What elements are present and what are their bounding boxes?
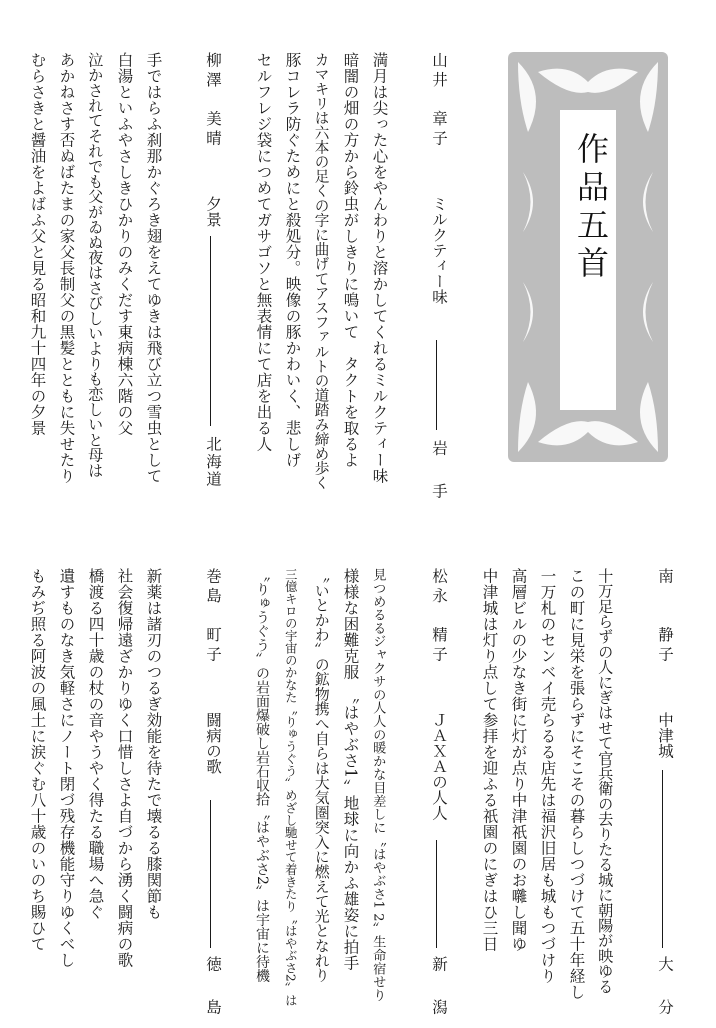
author-place: 北海道	[204, 436, 222, 489]
poem-line: 白湯といふやさしきひかりのみくだす東病棟六階の父	[115, 52, 134, 436]
poem-line: あかねさす否ぬばたまの家父長制父の黒髪とともに失せたり	[57, 52, 76, 484]
poem-title: ＪＡＸＡの人人	[430, 712, 448, 821]
author-name: 柳澤 美晴	[204, 52, 222, 150]
poem-title: ミルクティー味	[430, 196, 448, 305]
poem-line: もみぢ照る阿波の風土に涙ぐむ八十歳のいのち賜ひて	[28, 568, 47, 952]
poem-line: 手ではらふ刹那かぐろき翅をえてゆきは飛び立つ雪虫として	[144, 52, 163, 484]
title-dash	[210, 800, 211, 948]
author-place: 新 潟	[430, 956, 448, 1021]
poem-line: 様様な困難克服 〝はやぶさ1〟地球に向かふ雄姿に拍手	[341, 568, 360, 971]
poem-line: 一万札のセンベイ売らるる店先は福沢旧居も城もつづけり	[538, 568, 557, 984]
poem-line: 〝りゅうぐう〟の岩面爆破し岩石収拾〝はやぶさ2〟は宇宙に待機	[254, 568, 270, 983]
poem-line: 〝いとかわ〟の鉱物携へ自らは大気圏突入に燃えて光となれり	[312, 568, 330, 983]
title-dash	[662, 770, 663, 948]
poem-line: 満月は尖った心をやんわりと溶かしてくれるミルクティー味	[370, 52, 389, 484]
poem-line: 豚コレラ防ぐためにと殺処分。映像の豚かわいく、悲しげ	[283, 52, 302, 468]
author-place: 大 分	[656, 956, 674, 1021]
author-place: 岩 手	[430, 440, 448, 505]
page-title: 作品五首	[572, 132, 610, 284]
author-name: 巻島 町子	[204, 568, 222, 666]
poem-line: 暗闇の畑の方から鈴虫がしきりに鳴いて タクトを取るよ	[341, 52, 360, 468]
poem-line: この町に見栄を張らずにそこその暮らしつづけて五十年経し	[567, 568, 586, 1000]
author-name: 山井 章子	[430, 52, 448, 150]
author-name: 松永 精子	[430, 568, 448, 666]
poem-title: 中津城	[656, 712, 674, 759]
author-place: 徳 島	[204, 956, 222, 1021]
poem-line: 三億キロの宇宙のかなた〝りゅうぐう〟めざし馳せて着きたり〝はやぶさ2〟は	[283, 568, 298, 1007]
author-name: 南 静子	[656, 568, 674, 666]
poem-line: むらさきと醤油をよばふ父と見る昭和九十四年の夕景	[28, 52, 47, 436]
poem-line: 見つめるるジャクサの人人の暖かな目差しに〝はやぶさ1 2〟生命宿せり	[370, 568, 386, 1002]
poem-line: 十万足らずの人にぎはせて官兵衛の去りたる城に朝陽が映ゆる	[596, 568, 615, 994]
poem-line: カマキリは六本の足くの字に曲げてアスファルトの道踏み締め歩く	[312, 52, 330, 490]
poem-title: 夕景	[204, 196, 222, 227]
poem-title: 闘病の歌	[204, 712, 222, 774]
poem-line: 泣かされてそれでも父がゐぬ夜はさびしいよりも恋しいと母は	[86, 52, 105, 478]
poem-line: 遺すものなき気軽さにノート閉づ残存機能守りゆくべし	[57, 568, 76, 968]
poem-line: 社会復帰遠ざかりゆく口惜しさよ自づから湧く闘病の歌	[115, 568, 134, 968]
title-dash	[436, 340, 437, 430]
poem-line: 中津城は灯り点して参拝を迎ふる祇園のにぎはひ三日	[480, 568, 499, 952]
title-dash	[436, 840, 437, 948]
poem-line: 高層ビルの少なき街に灯が点り中津祇園のお囃し聞ゆ	[509, 568, 528, 952]
poem-line: セルフレジ袋につめてガサゴソと無表情にて店を出る人	[254, 52, 273, 452]
poem-line: 新薬は諸刃のつるぎ効能を待たで壊るる膝関節も	[144, 568, 163, 920]
poem-line: 橋渡る四十歳の杖の音やうやく得たる職場へ急ぐ	[86, 568, 105, 920]
title-dash	[210, 236, 211, 426]
